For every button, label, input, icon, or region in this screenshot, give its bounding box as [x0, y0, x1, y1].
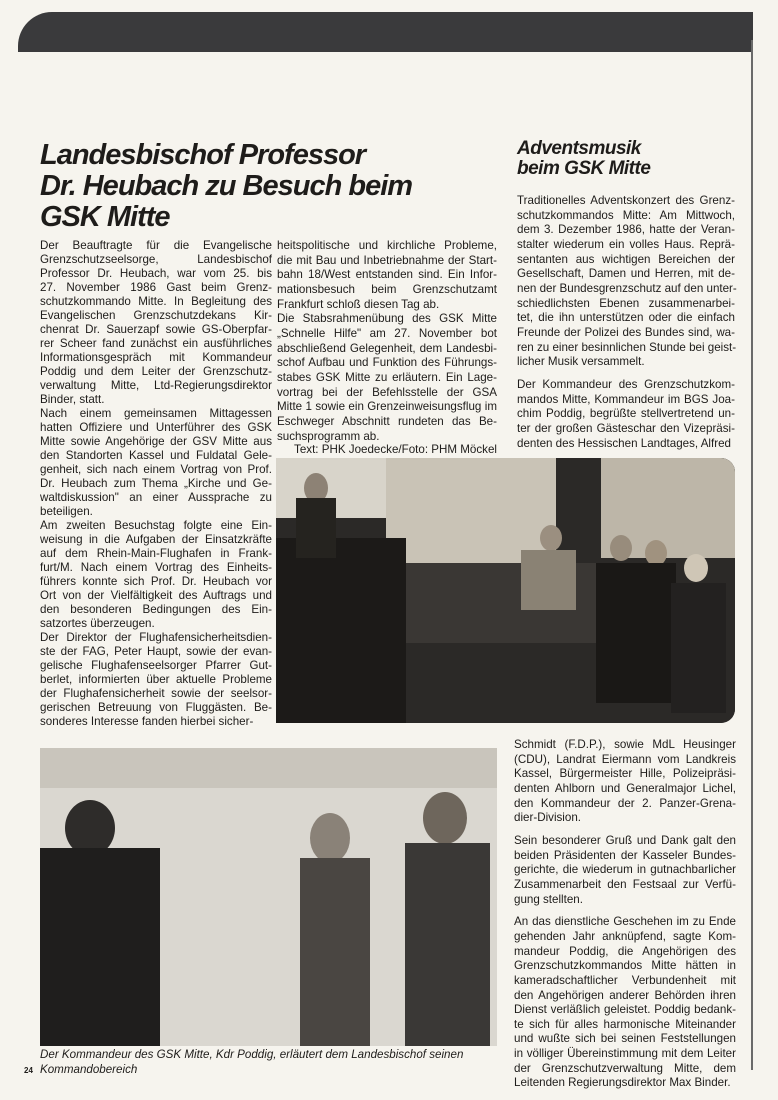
text-line: gung stellten.: [514, 892, 583, 906]
text-line: Am zweiten Besuchstag folgte eine Ein-: [40, 519, 272, 532]
title-line: Dr. Heubach zu Besuch beim: [40, 170, 413, 202]
text-line: gehenden Jahr anknüpfend, sagte Kom-: [514, 929, 736, 943]
text-line: „Schnelle Hilfe" am 27. November bot: [277, 326, 497, 340]
text-line: chim Poddig, begrüßte stellvertretend un-: [517, 407, 735, 421]
text-line: mandos Mitte, Kommandeur im BGS Joa-: [517, 392, 735, 406]
article1-column2: [277, 239, 497, 444]
text-line: Nach einem gemeinsamen Mittagessen: [40, 407, 272, 420]
text-line: Poddig und dem Leiter der Grenzschutz-: [40, 365, 272, 378]
text-line: Traditionelles Adventskonzert des Grenz-: [517, 194, 735, 207]
text-line: den Standorten Kassel und Fuldatal Gele-: [40, 449, 272, 462]
text-line: auf dem Rhein-Main-Flughafen in Frank-: [40, 547, 272, 560]
text-line: vortrag bei der Befehlsstelle der GSA: [277, 385, 497, 399]
paragraph: [40, 239, 272, 407]
text-line: dem 3. Dezember 1986, hatte der Veran-: [517, 223, 735, 237]
paragraph-gap: [517, 370, 735, 378]
text-line: Grenzschutzseelsorge, Landesbischof: [40, 253, 272, 266]
text-line: in völliger Übereinstimmung mit dem Leiter: [514, 1047, 736, 1061]
text-line: te sich für alles harmonische Miteinander: [514, 1017, 736, 1031]
text-line: denten des Hessischen Landtages, Alfred: [517, 436, 731, 450]
text-line: Kassel, Bürgermeister Hille, Polizeipräsi-: [514, 767, 736, 781]
text-line: schutzkommandos Mitte: Am Mittwoch,: [517, 208, 735, 222]
title-line: Adventsmusik: [517, 138, 641, 159]
photo-map-briefing: [40, 748, 497, 1046]
text-line: chenrat Dr. Sauerzapf sowie GS-Oberpfar-: [40, 323, 272, 336]
text-line: stalter wiederum ein volles Haus. Reprä-: [517, 237, 735, 251]
text-line: Dr. Heubach zum Thema „Kirche und Ge-: [40, 477, 272, 490]
paragraph: [277, 312, 497, 444]
text-line: mandeur Poddig, die Angehörigen des: [514, 944, 736, 958]
text-line: gerischen Betreuung von Fluggästen. Be-: [40, 701, 272, 714]
paragraph: [40, 631, 272, 729]
text-line: An das dienstliche Geschehen im zu Ende: [514, 915, 736, 929]
title-line: beim GSK Mitte: [517, 158, 651, 179]
text-line: schutzkommando Mitte. In Begleitung des: [40, 295, 272, 308]
text-line: Eschweger Abschnitt rundeten das Be-: [277, 414, 497, 428]
text-line: heitspolitische und kirchliche Probleme,: [277, 239, 497, 252]
text-line: verwaltung Mitte, Ltd-Regierungsdirektor: [40, 379, 272, 392]
text-line: Informationsgespräch mit Kommandeur: [40, 351, 272, 364]
text-line: ren zu einer besinnlichen Stunde bei geist-: [517, 340, 737, 354]
text-line: licher Musik versammelt.: [517, 355, 645, 369]
text-line: und wußte sich bei seinen Feststellungen: [514, 1032, 736, 1046]
text-line: 27. November 1986 Gast beim Grenz-: [40, 281, 272, 294]
text-line: kameradschaftlicher Verbundenheit mit: [514, 973, 736, 987]
paragraph: [514, 738, 736, 826]
title-line: GSK Mitte: [40, 201, 170, 233]
paragraph: [514, 915, 736, 1091]
text-line: suchsprogramm ab.: [277, 429, 380, 443]
text-line: führers konnte sich Prof. Dr. Heubach vor: [40, 575, 272, 588]
text-line: hatten Offiziere und Unterführer des GSK: [40, 421, 272, 434]
text-line: berlet, informierten über aktuelle Probleme: [40, 673, 272, 686]
text-line: Professor Dr. Heubach, war vom 25. bis: [40, 267, 272, 280]
text-line: nen der Bundesgrenzschutz auf den unter-: [517, 281, 737, 295]
text-line: die mit Bau und Inbetriebnahme der Start-: [277, 253, 497, 267]
text-line: Zusammenarbeit den Festsaal zur Verfü-: [514, 877, 736, 891]
text-line: Grenzschutzkommandos Mitte hätten in: [514, 959, 736, 973]
paragraph: [277, 239, 497, 312]
text-line: bahn 18/West entstanden sind. Ein Infor-: [277, 268, 497, 282]
text-line: rer Scheer fand zunächst ein ausführliches: [40, 337, 272, 350]
text-line: tet, die ihn unterstützen oder die einfach: [517, 311, 735, 325]
text-line: weisung in die Aufgaben der Einsatzkräfte: [40, 533, 272, 546]
article2-column-top: [517, 194, 735, 451]
header-band: [18, 12, 753, 52]
text-line: genheit, sich nach einem Vortrag von Prof.: [40, 463, 272, 476]
text-line: der Flughafensicherheit sowie der seelsor-: [40, 687, 272, 700]
text-line: der Grenzschutzverwaltung Mitte, dem: [514, 1061, 736, 1075]
text-line: sentanten aus wichtigen Bereichen der: [517, 252, 735, 266]
article1-column1: [40, 239, 272, 729]
text-line: Schmidt (F.D.P.), sowie MdL Heusinger: [514, 738, 736, 751]
text-line: Evangelischen Grenzschutzdekans Kir-: [40, 309, 272, 322]
text-line: sonderes Interesse fanden hierbei sicher-: [40, 715, 254, 728]
text-line: stabes GSK Mitte zu erläutern. Ein Lage-: [277, 370, 497, 384]
text-line: Binder, statt.: [40, 393, 105, 406]
text-line: Sein besonderer Gruß und Dank galt den: [514, 833, 736, 847]
text-line: furt/M. Nach einem Vortrag des Einheits-: [40, 561, 272, 574]
paragraph: [40, 519, 272, 631]
text-line: schof Aufbau und Funktion des Führungs-: [277, 356, 497, 370]
paragraph: [514, 834, 736, 907]
paragraph-gap: [514, 826, 736, 834]
text-line: Freunde der Polizei des Bundes sind, wa-: [517, 325, 735, 339]
text-line: schiedlichsten Ebenen zusammenarbei-: [517, 296, 735, 310]
text-line: Der Direktor der Flughafensicherheitsdien-: [40, 631, 272, 644]
text-line: Ort von der Vielfältigkeit des Auftrags und: [40, 589, 272, 602]
text-line: Mitte sowie Angehörige der GSV Mitte aus: [40, 435, 272, 448]
photo-caption: Der Kommandeur des GSK Mitte, Kdr Poddig, erläutert dem Landesbischof seinen Kommandobereich: [40, 1048, 464, 1076]
text-line: satzortes überzeugen.: [40, 617, 155, 630]
text-line: denten Ahlborn und Generalmajor Lichel,: [514, 781, 736, 795]
text-line: Gesellschaft, Damen und Herren, mit de-: [517, 267, 735, 281]
text-line: gelische Flughafenseelsorger Pfarrer Gut-: [40, 659, 272, 672]
text-line: den Kommandeur der 2. Panzer-Grena-: [514, 796, 736, 810]
page-number: 24: [24, 1066, 33, 1075]
text-line: den Angehörigen anderer Behörden ihren: [514, 988, 736, 1002]
title-line: Landesbischof Professor: [40, 139, 366, 171]
paragraph: [40, 407, 272, 519]
paragraph: [517, 194, 735, 370]
text-line: (CDU), Landrat Eiermann vom Landkreis: [514, 752, 736, 766]
text-line: ste der FAG, Peter Haupt, sowie der evan-: [40, 645, 272, 658]
text-line: beteiligen.: [40, 505, 93, 518]
text-line: Die Stabsrahmenübung des GSK Mitte: [277, 312, 497, 326]
paragraph-gap: [514, 907, 736, 915]
article-title: [40, 140, 412, 233]
text-line: Frankfurt schloß diesen Tag ab.: [277, 297, 440, 311]
text-line: abschließend Gelegenheit, dem Landesbi-: [277, 341, 497, 355]
photo-credit: Text: PHK Joedecke/Foto: PHM Möckel: [294, 443, 497, 456]
paragraph: [517, 378, 735, 451]
text-line: waltdiskussion" an einer Aussprache zu: [40, 491, 272, 504]
text-line: Leitenden Regierungsdirektor Max Binder.: [514, 1076, 731, 1090]
article2-column-bottom: [514, 738, 736, 1091]
text-line: gerichte, die wiederum in gutnachbarlicher: [514, 863, 736, 877]
text-line: den besonderen Bedingungen des Ein-: [40, 603, 272, 616]
text-line: beiden Präsidenten der Kasseler Bundes-: [514, 848, 736, 862]
photo-concert-audience: [276, 458, 735, 723]
article2-title: [517, 139, 650, 179]
text-line: Der Kommandeur des Grenzschutzkom-: [517, 377, 735, 391]
text-line: Der Beauftragte für die Evangelische: [40, 239, 272, 252]
text-line: Mitte 1 sowie ein Grenzeinweisungsflug im: [277, 400, 497, 414]
text-line: ter der großen Gästeschar den Vizepräsi-: [517, 421, 735, 435]
text-line: Dienst verläßlich geleistet. Poddig bedank-: [514, 1003, 736, 1017]
page-border-line: [751, 40, 753, 1070]
text-line: dier-Division.: [514, 811, 582, 825]
text-line: mationsbesuch beim Grenzschutzamt: [277, 282, 497, 296]
